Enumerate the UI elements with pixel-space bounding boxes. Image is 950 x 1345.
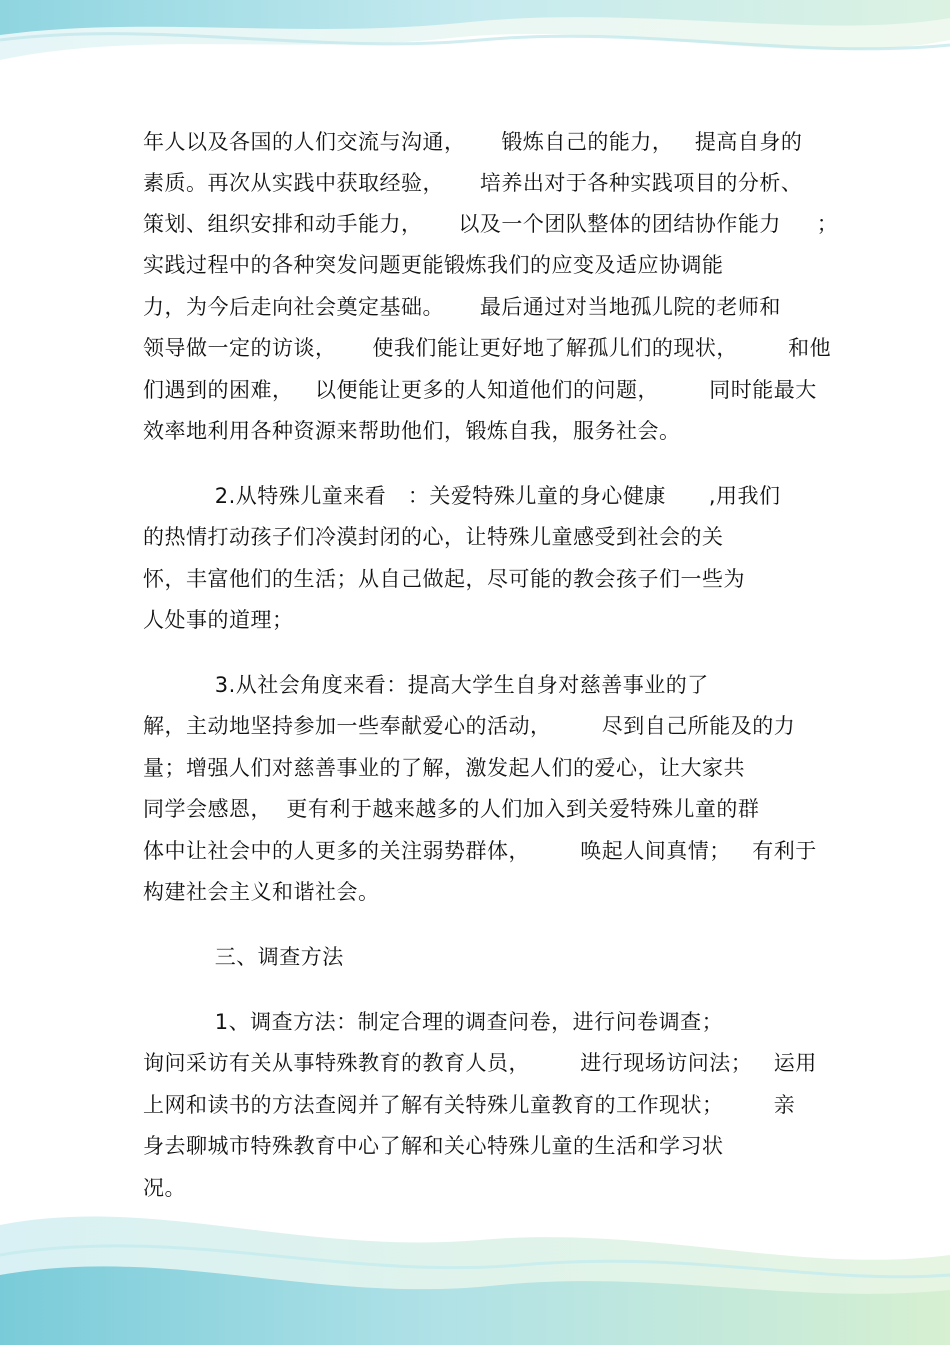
paragraph-1-line-5: 力，为今后走向社会奠定基础。 最后通过对当地孤儿院的老师和 bbox=[143, 295, 781, 319]
paragraph-1-line-8: 效率地利用各种资源来帮助他们，锻炼自我，服务社会。 bbox=[143, 419, 681, 443]
paragraph-2-line-3: 怀，丰富他们的生活；从自己做起，尽可能的教会孩子们一些为 bbox=[143, 567, 745, 591]
paragraph-1-line-6: 领导做一定的访谈， 使我们能让更好地了解孤儿们的现状， 和他 bbox=[143, 336, 832, 360]
paragraph-3-line-5: 体中让社会中的人更多的关注弱势群体， 唤起人间真情； 有利于 bbox=[143, 839, 817, 863]
paragraph-4-line-3: 上网和读书的方法查阅并了解有关特殊儿童教育的工作现状； 亲 bbox=[143, 1093, 796, 1117]
paragraph-3-line-4: 同学会感恩， 更有利于越来越多的人们加入到关爱特殊儿童的群 bbox=[143, 797, 760, 821]
paragraph-1-line-4: 实践过程中的各种突发问题更能锻炼我们的应变及适应协调能 bbox=[143, 253, 724, 277]
paragraph-4-line-4: 身去聊城市特殊教育中心了解和关心特殊儿童的生活和学习状 bbox=[143, 1134, 724, 1158]
paragraph-1-line-7: 们遇到的困难， 以便能让更多的人知道他们的问题， 同时能最大 bbox=[143, 378, 817, 402]
paragraph-1-line-1: 年人以及各国的人们交流与沟通， 锻炼自己的能力， 提高自身的 bbox=[143, 130, 803, 154]
paragraph-4-line-2: 询问采访有关从事特殊教育的教育人员， 进行现场访问法； 运用 bbox=[143, 1051, 817, 1075]
paragraph-2-line-1: 2.从特殊儿童来看 ：关爱特殊儿童的身心健康 ,用我们 bbox=[143, 484, 781, 508]
paragraph-4-line-5: 况。 bbox=[143, 1176, 186, 1200]
paragraph-1-line-3: 策划、组织安排和动手能力， 以及一个团队整体的团结协作能力 ； bbox=[143, 212, 839, 236]
paragraph-2-line-2: 的热情打动孩子们冷漠封闭的心，让特殊儿童感受到社会的关 bbox=[143, 525, 724, 549]
section-heading: 三、调查方法 bbox=[143, 945, 344, 969]
paragraph-3-line-2: 解，主动地坚持参加一些奉献爱心的活动， 尽到自己所能及的力 bbox=[143, 714, 796, 738]
paragraph-1-line-2: 素质。再次从实践中获取经验， 培养出对于各种实践项目的分析、 bbox=[143, 171, 803, 195]
paragraph-3-line-3: 量；增强人们对慈善事业的了解，激发起人们的爱心，让大家共 bbox=[143, 756, 745, 780]
paragraph-3-line-1: 3.从社会角度来看：提高大学生自身对慈善事业的了 bbox=[143, 673, 709, 697]
paragraph-2-line-4: 人处事的道理； bbox=[143, 608, 294, 632]
paragraph-3-line-6: 构建社会主义和谐社会。 bbox=[143, 880, 380, 904]
paragraph-4-line-1: 1、调查方法：制定合理的调查问卷，进行问卷调查； bbox=[143, 1010, 724, 1034]
